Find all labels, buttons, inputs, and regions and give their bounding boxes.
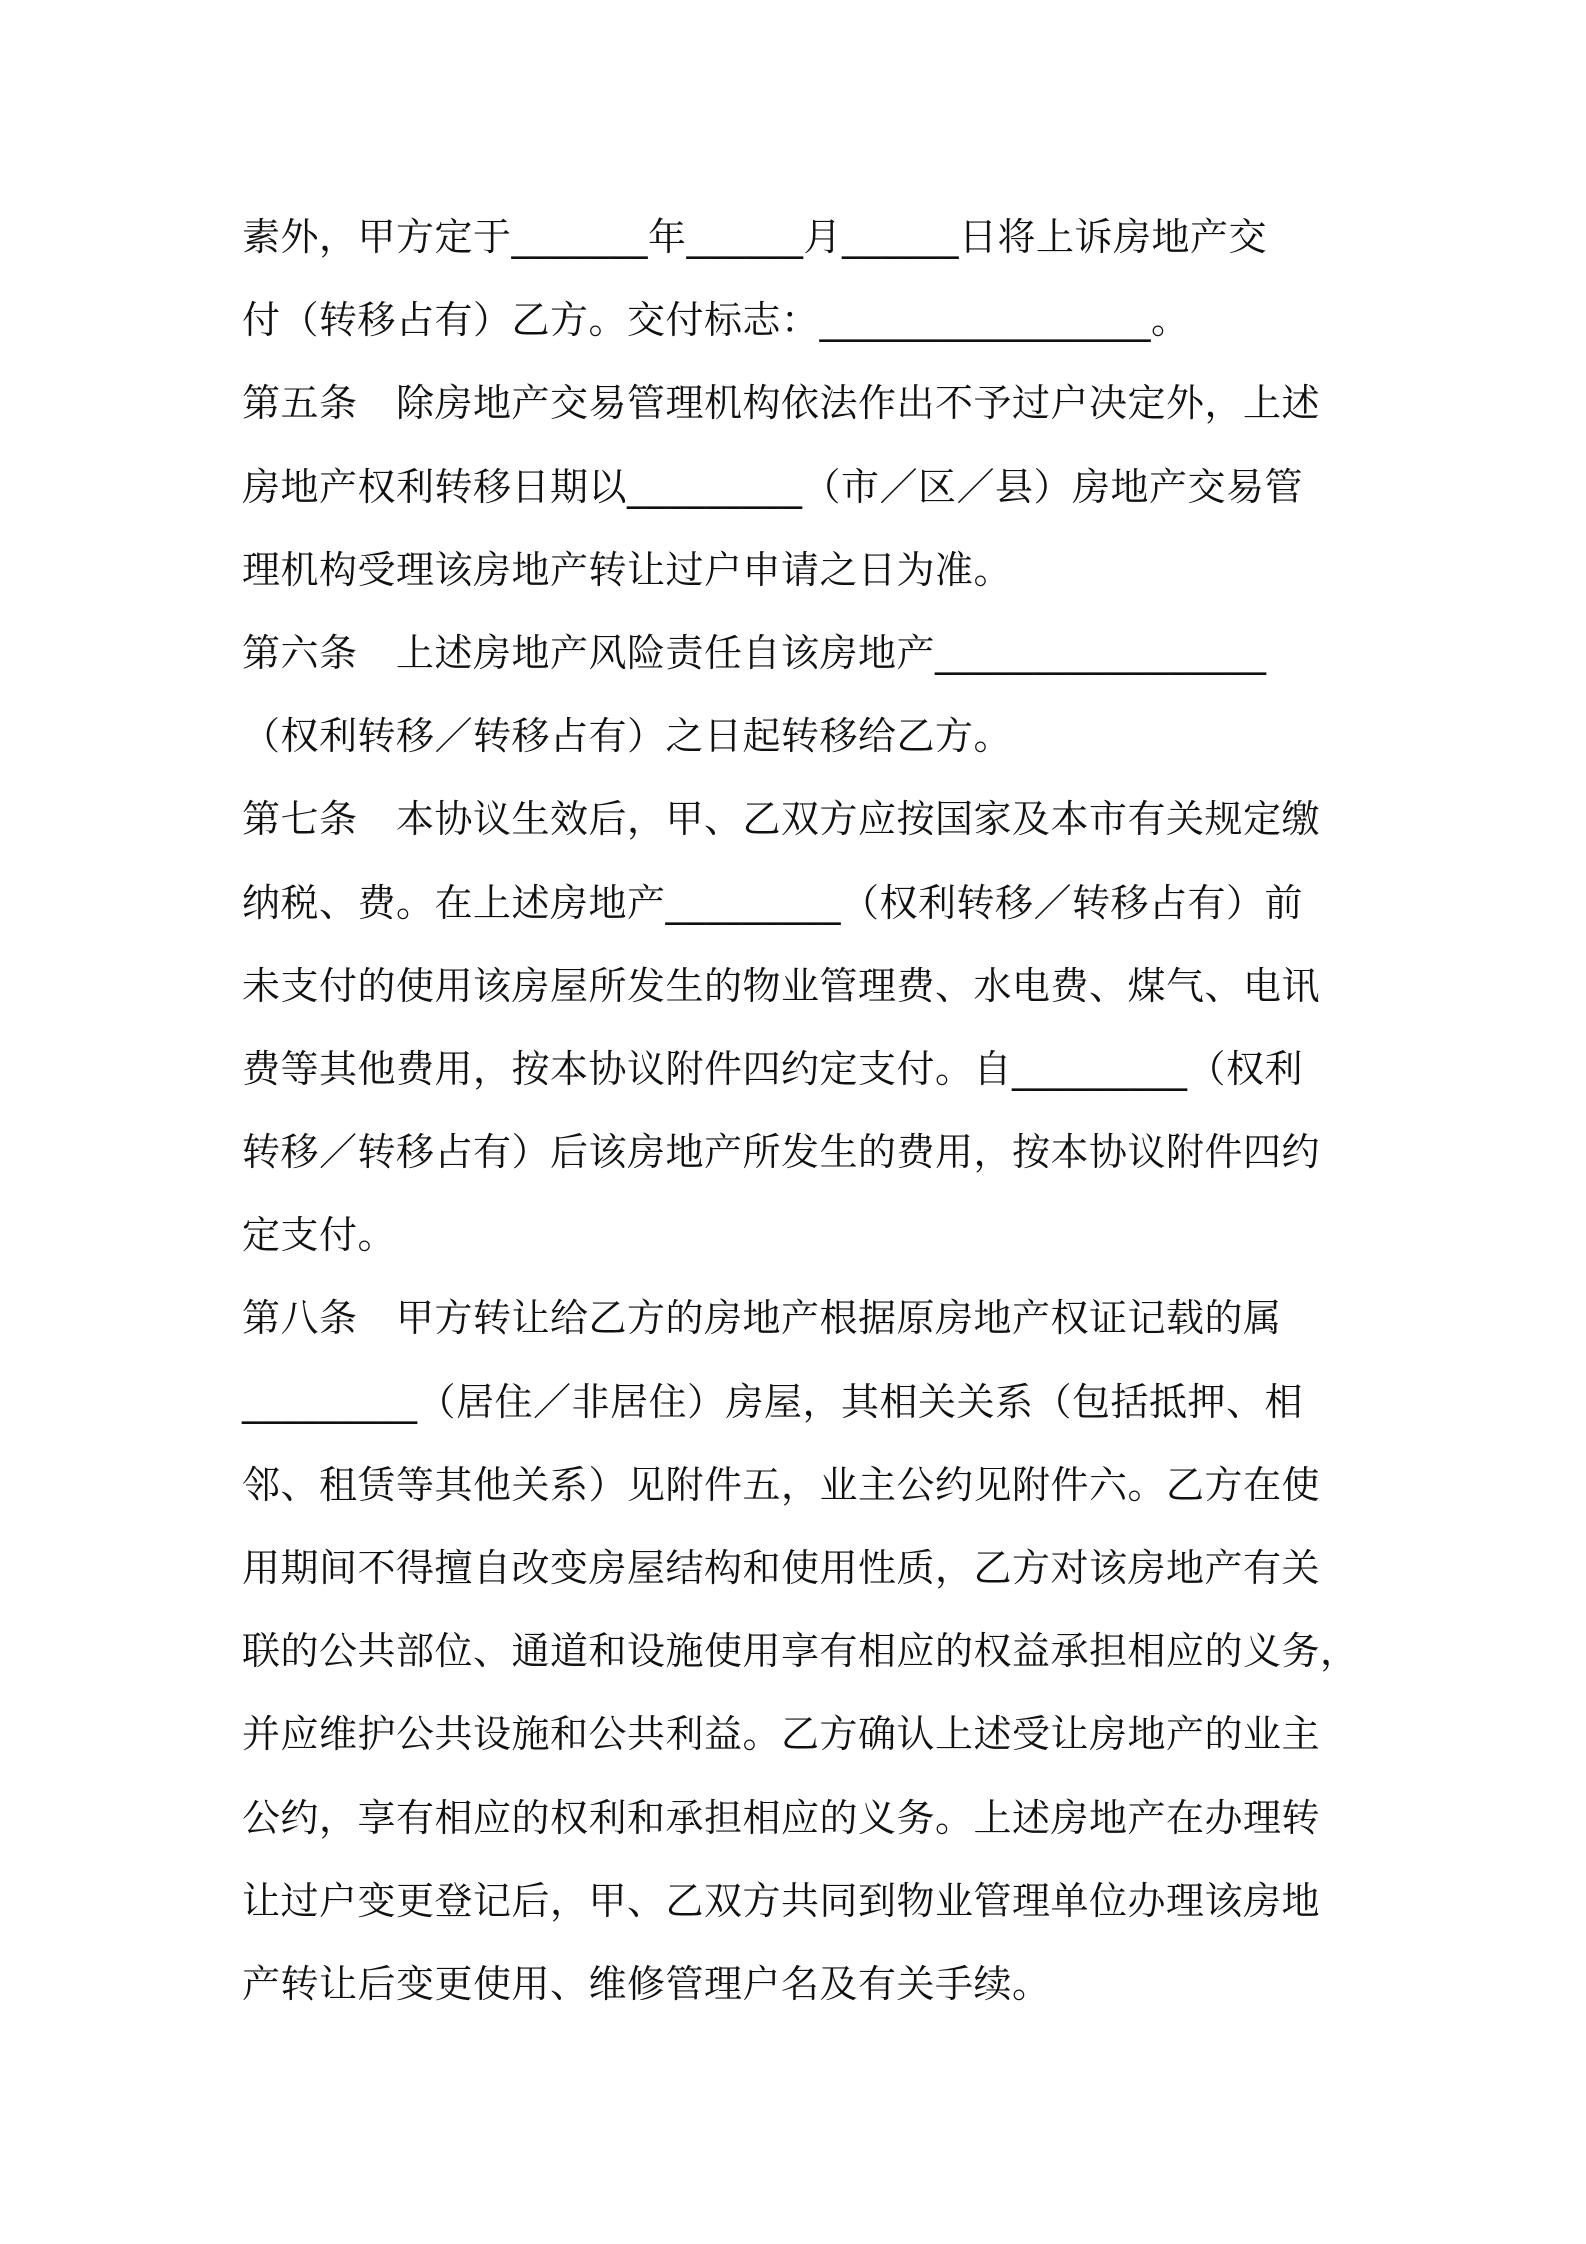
text-line: （权利转移／转移占有）之日起转移给乙方。 xyxy=(242,714,1013,759)
text-line: 联的公共部位、通道和设施使用享有相应的权益承担相应的义务， xyxy=(242,1629,1359,1674)
article-8-line: 第八条 甲方转让给乙方的房地产根据原房地产权证记载的属 xyxy=(242,1296,1282,1341)
text-line: 转移／转移占有）后该房地产所发生的费用，按本协议附件四约 xyxy=(242,1130,1321,1175)
text-line: 定支付。 xyxy=(242,1213,397,1258)
contract-text xyxy=(242,196,1372,2026)
text-line: 理机构受理该房地产转让过户申请之日为准。 xyxy=(242,547,1013,592)
text-line: 未支付的使用该房屋所发生的物业管理费、水电费、煤气、电讯 xyxy=(242,963,1321,1008)
article-7-line: 第七条 本协议生效后，甲、乙双方应按国家及本市有关规定缴 xyxy=(242,797,1321,842)
text-line: 产转让后变更使用、维修管理户名及有关手续。 xyxy=(242,1961,1051,2006)
text-line: 公约，享有相应的权利和承担相应的义务。上述房地产在办理转 xyxy=(242,1795,1321,1840)
text-line: 房地产权利转移日期以_________（市／区／县）房地产交易管 xyxy=(242,464,1304,509)
text-line: 素外，甲方定于_______年______月______日将上诉房地产交 xyxy=(242,215,1268,259)
text-line: 付（转移占有）乙方。交付标志：_________________。 xyxy=(242,298,1190,343)
article-5-line: 第五条 除房地产交易管理机构依法作出不予过户决定外，上述 xyxy=(242,381,1321,426)
text-line: 用期间不得擅自改变房屋结构和使用性质，乙方对该房地产有关 xyxy=(242,1546,1321,1590)
text-line: 让过户变更登记后，甲、乙双方共同到物业管理单位办理该房地 xyxy=(242,1878,1321,1923)
text-line: 邻、租赁等其他关系）见附件五，业主公约见附件六。乙方在使 xyxy=(242,1462,1321,1507)
text-line: _________（居住／非居住）房屋，其相关关系（包括抵押、相 xyxy=(242,1379,1304,1424)
text-line: 纳税、费。在上述房地产_________（权利转移／转移占有）前 xyxy=(242,880,1304,925)
article-6-line: 第六条 上述房地产风险责任自该房地产_________________ xyxy=(242,630,1267,675)
text-line: 并应维护公共设施和公共利益。乙方确认上述受让房地产的业主 xyxy=(242,1712,1321,1757)
text-line: 费等其他费用，按本协议附件四约定支付。自_________（权利 xyxy=(242,1046,1304,1091)
